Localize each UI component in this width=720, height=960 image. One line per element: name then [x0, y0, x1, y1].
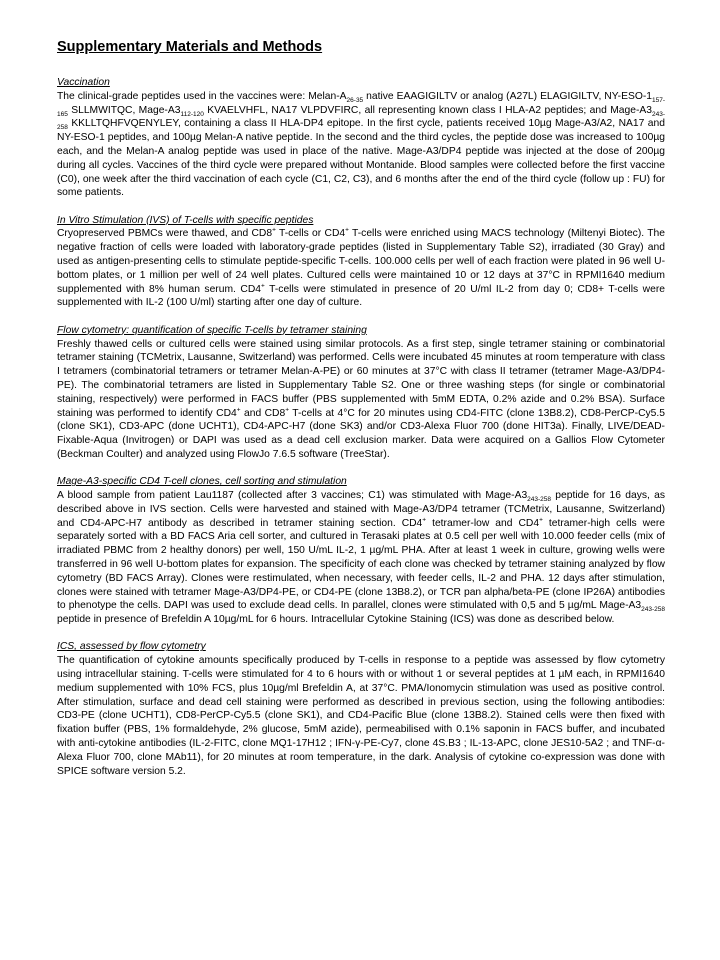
section-heading: In Vitro Stimulation (IVS) of T-cells with specific peptides [57, 214, 314, 226]
paragraph-text: T-cells or CD4 [275, 228, 346, 240]
paragraph-text: KKLLTQHFVQENYLEY, containing a class II HLA-DP4 epitope. In the first cycle, patients received 10µg Mage-A3/A2, NA17 and NY-ESO-1 peptides, and 100µg Melan-A native peptide. In the second and the third cycles, the peptide dose was increased to 100µg each, and the Melan-A analog peptide was used in place of the native. Mage-A3/DP4 peptide was injected at the dose of 200µg during all cycles. Vaccines of the third cycle were prepared without Montanide. Blood samples were collected before the first vaccine (C0), one week after the third vaccination of each cycle (C1, C2, C3), and 6 months after the end of the third cycle (follow up : FU) for some patients. [57, 118, 665, 199]
section-t-cell-clones [57, 475, 665, 627]
section-paragraph [57, 489, 665, 627]
paragraph-text: T-cells at 4°C for 20 minutes using CD4-FITC (clone 13B8.2), CD8-PerCP-Cy5.5 (clone SK1), CD3-APC (done UCHT1), CD4-APC-H7 (done SK3) and/or CD3-Alexa Fluor 700 (done HIT3a). Finally, LIVE/DEAD-Fixable-Aqua (Invitrogen) or DAPI was used as a dead cell exclusion marker. Data were acquired on a Gallios Flow Cytometer (Beckman Coulter) and analyzed using FlowJo 7.6.5 software (TreeStar). [57, 407, 665, 460]
section-paragraph [57, 338, 665, 462]
superscript-text: + [261, 282, 265, 290]
section-heading: Vaccination [57, 77, 110, 88]
paragraph-text: The clinical-grade peptides used in the vaccines were: Melan-A [57, 90, 347, 102]
paragraph-text: tetramer-low and CD4 [426, 517, 540, 529]
section-paragraph [57, 654, 665, 778]
subscript-text: 243-258 [641, 606, 665, 614]
document-title: Supplementary Materials and Methods [57, 39, 323, 55]
paragraph-text: peptide in presence of Brefeldin A 10µg/mL for 6 hours. Intracellular Cytokine Staining (ICS) was done as described below. [57, 614, 615, 626]
superscript-text: + [422, 516, 427, 524]
section-paragraph [57, 227, 665, 310]
section-flow-cytometry [57, 324, 665, 462]
superscript-text: + [539, 516, 543, 524]
paragraph-text: native EAAGIGILTV or analog (A27L) ELAGIGILTV, NY-ESO-1 [363, 90, 652, 102]
section-ics [57, 640, 665, 778]
paragraph-text: The quantification of cytokine amounts specifically produced by T-cells in response to a peptide was assessed by flow cytometry using intracellular staining. T-cells were stimulated for 4 to 6 hours with or without 1 or several peptides at 1 µM each, in RPMI1640 medium supplemented with 10% FCS, plus 10µg/ml Brefeldin A, at 37°C. PMA/Ionomycin stimulation was used as positive control. After stimulation, surface and dead cell staining were performed as described in previous section, using the following antibodies: CD3-PE (clone UCHT1), CD8-PerCP-Cy5.5 (clone SK1), and CD4-Pacific Blue (clone 13B8.2). Stained cells were then fixed with fixation buffer (PBS, 1% formaldehyde, 2% glucose, 5mM azide), permeabilised with 0.1% saponin in FACS buffer, and incubated with anti-cytokine antibodies (IL-2-FITC, clone MQ1-17H12 ; IFN-γ-PE-Cy7, clone 4S.B3 ; IL-13-APC, clone JES10-5A2 ; and TNF-α-Alexa Fluor 700, clone MAb11), for 20 minutes at room temperature, in the dark. Analysis of cytokine co-expression was done with SPICE software version 5.2. [57, 655, 665, 777]
subscript-text: 26-35 [346, 96, 364, 104]
document-page [57, 38, 665, 792]
paragraph-text: Freshly thawed cells or cultured cells were stained using similar protocols. As a first step, single tetramer staining or combinatorial tetramer staining (TCMetrix, Lausanne, Switzerland) was performed. Cells were incubated 45 minutes at room temperature with class I tetramers (combinatorial tetramers or tetramer Melan-A-PE) or 60 minutes at 37°C with class II tetramer (tetramer Mage-A3/DP4-PE). The combinatorial tetramers are listed in Supplementary Table S2. One or three washing steps (for single or combinatorial staining, respectively) were performed in FACS buffer (PBS supplemented with 5mM EDTA, 0.2% azide and 0.2% BSA). Surface staining was performed to identify CD4 [57, 338, 665, 419]
paragraph-text: peptide for 16 days, as described above in IVS section. Cells were harvested and stained with Mage-A3/DP4 tetramer (TCMetrix, Lausanne, Switzerland) and CD4-APC-H7 antibody as described in tetramer staining section. CD4 [57, 490, 665, 529]
section-heading: Flow cytometry: quantification of specific T-cells by tetramer staining [57, 324, 367, 336]
paragraph-text: T-cells were stimulated in presence of 20 U/ml IL-2 from day 0; CD8+ T-cells were supplemented with IL-2 (100 U/ml) starting after one day of culture. [57, 283, 665, 309]
section-paragraph [57, 90, 665, 200]
superscript-text: + [345, 227, 349, 235]
paragraph-text: and CD8 [240, 407, 286, 419]
subscript-text: 243-258 [527, 496, 552, 504]
section-heading: ICS, assessed by flow cytometry [57, 641, 206, 653]
paragraph-text: A blood sample from patient Lau1187 (collected after 3 vaccines; C1) was stimulated with Mage-A3 [57, 490, 528, 502]
superscript-text: + [285, 406, 290, 414]
paragraph-text: KVAELVHFL, NA17 VLPDVFIRC, all representing known class I HLA-A2 peptides; and Mage-A3 [203, 104, 652, 116]
paragraph-text: SLLMWITQC, Mage-A3 [67, 104, 181, 116]
paragraph-text: T-cells were enriched using MACS technology (Miltenyi Biotec). The negative fraction of cells were loaded with laboratory-grade peptides (listed in Supplementary Table S2), irradiated (30 Gray) and used as antigen-presenting cells to stimulate peptide-specific T-cells. 100.000 cells per well of each fraction were plated in 96 well U-bottom plates, or 1 million per well of 24 well plates. Cultured cells were maintained 10 or 12 days at 37°C in RPMI1640 medium supplemented with 8% human serum. CD4 [57, 228, 665, 295]
paragraph-text: tetramer-high cells were separately sorted with a BD FACS Aria cell sorter, and cultured in Terasaki plates at 0.5 cell per well with 10.000 feeder cells (mix of irradiated PBMC from 2 healthy donors) per well, 150 U/mL IL-2, 1 µg/mL PHA. After at least 1 week in culture, growing wells were transferred in 96 well U-bottom plates for expansion. The specificity of each clone was checked by tetramer staining analyzed by flow cytometry (BD FACS Array). Clones were restimulated, when necessary, with feeder cells, IL-2 and PHA. 12 days after stimulation, clones were stained with tetramer Mage-A3/DP4-PE, or CD4-PE (clone 13B8.2), or TCR pan alpha/beta-PE (clone IP26A) antibodies to phenotype the cells. DAPI was used to exclude dead cells. In parallel, clones were stimulated with 0,5 and 5 µg/mL Mage-A3 [57, 517, 666, 612]
subscript-text: 243-258 [57, 110, 666, 132]
section-heading: Mage-A3-specific CD4 T-cell clones, cell sorting and stimulation [57, 476, 347, 488]
subscript-text: 112-120 [180, 110, 204, 118]
section-in-vitro-stimulation [57, 214, 665, 311]
subscript-text: 157-165 [57, 96, 666, 118]
superscript-text: + [236, 406, 241, 414]
section-vaccination [57, 76, 665, 200]
superscript-text: + [272, 227, 276, 235]
paragraph-text: Cryopreserved PBMCs were thawed, and CD8 [57, 228, 273, 240]
